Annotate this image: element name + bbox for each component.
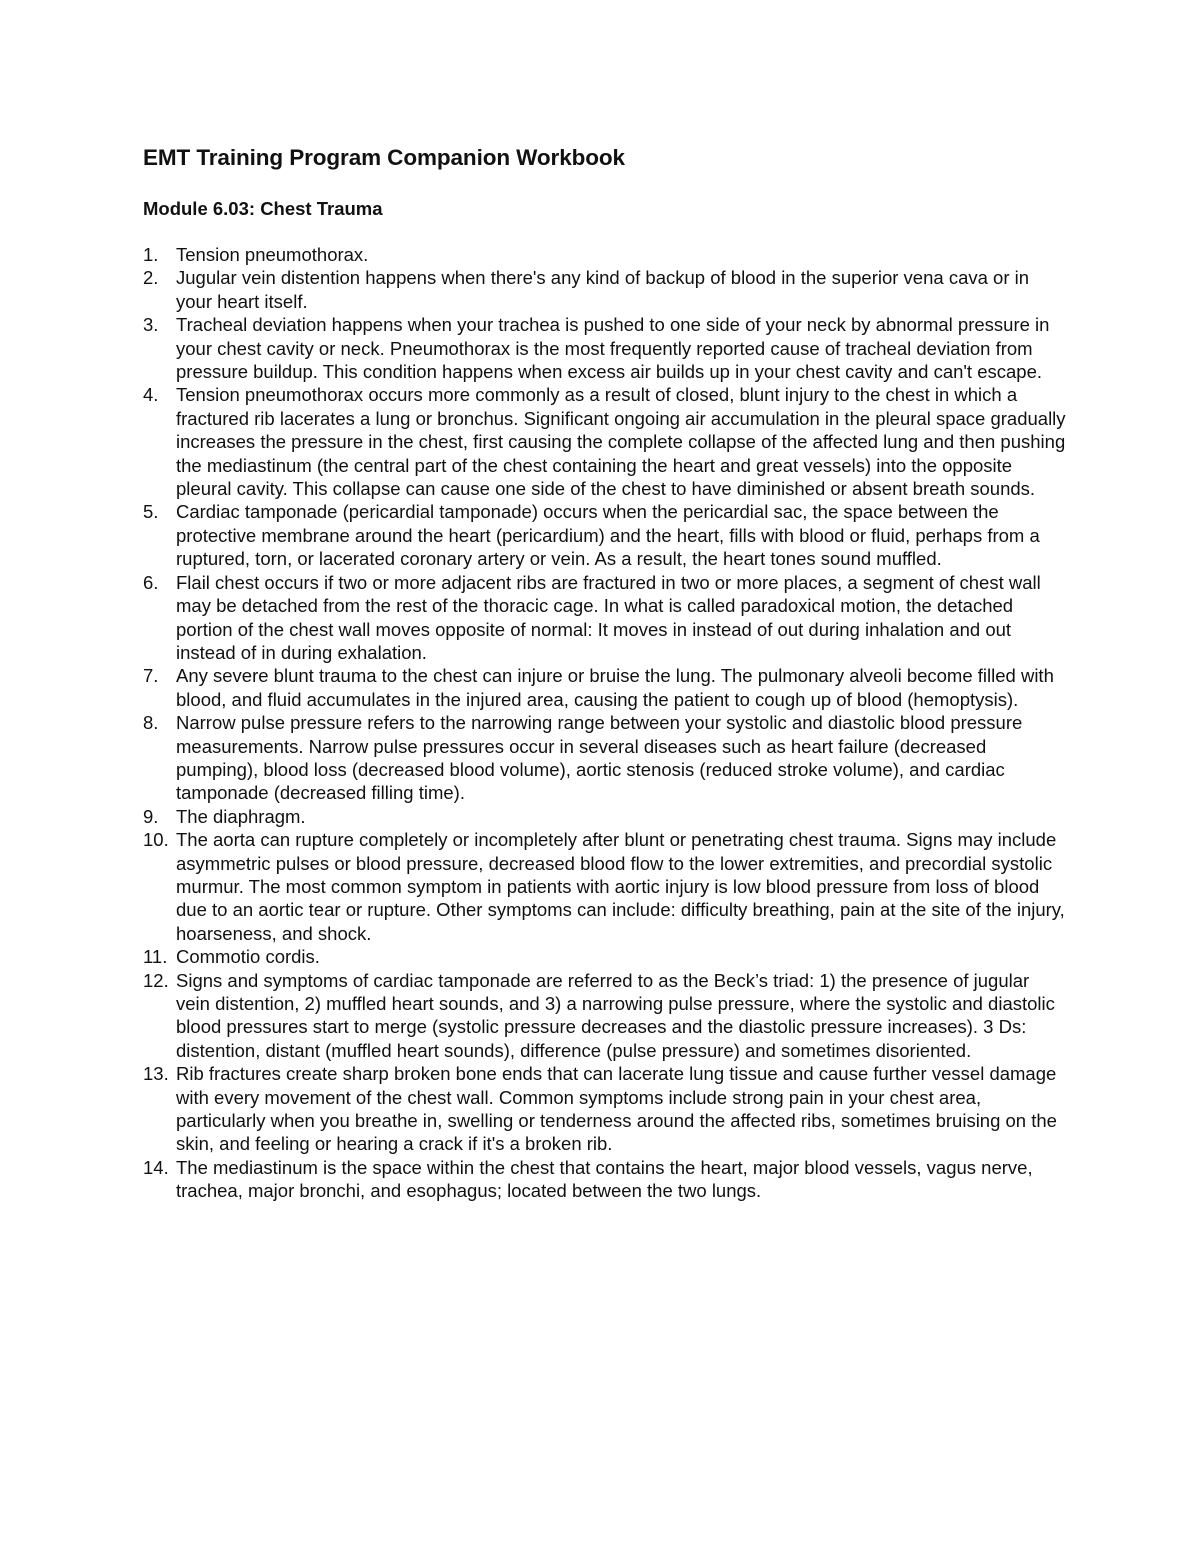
item-number: 5.	[143, 501, 159, 523]
item-number: 2.	[143, 267, 159, 289]
item-text: Cardiac tamponade (pericardial tamponade) occurs when the pericardial sac, the space between the protective membrane around the heart (pericardium) and the heart, fills with blood or fluid, perhaps from a ruptured, torn, or lacerated coronary artery or vein. As a result, the heart tones sound muffled.	[176, 501, 1040, 570]
item-text: Narrow pulse pressure refers to the narrowing range between your systolic and diastolic blood pressure measurements. Narrow pulse pressures occur in several diseases such as heart failure (decreased pumping), blood loss (decreased blood volume), aortic stenosis (reduced stroke volume), and cardiac tamponade (decreased filling time).	[176, 712, 1023, 804]
document-title: EMT Training Program Companion Workbook	[143, 145, 625, 170]
list-item	[143, 664, 1068, 711]
item-text: Jugular vein distention happens when there's any kind of backup of blood in the superior vena cava or in your heart itself.	[176, 267, 1030, 312]
item-text: Flail chest occurs if two or more adjacent ribs are fractured in two or more places, a segment of chest wall may be detached from the rest of the thoracic cage. In what is called paradoxical motion, the detached portion of the chest wall moves opposite of normal: It moves in instead of out during inhalation and out instead of in during exhalation.	[176, 571, 1041, 663]
list-item	[143, 500, 1068, 570]
item-text: The aorta can rupture completely or incompletely after blunt or penetrating chest trauma. Signs may include asymmetric pulses or blood pressure, decreased blood flow to the lower extremities, and precordial systolic murmur. The most common symptom in patients with aortic injury is low blood pressure from loss of blood due to an aortic tear or rupture. Other symptoms can include: difficulty breathing, pain at the site of the injury, hoarseness, and shock.	[176, 829, 1065, 944]
item-text: Tracheal deviation happens when your trachea is pushed to one side of your neck by abnormal pressure in your chest cavity or neck. Pneumothorax is the most frequently reported cause of tracheal deviation from pressure buildup. This condition happens when excess air builds up in your chest cavity and can't escape.	[176, 314, 1050, 383]
item-number: 7.	[143, 665, 159, 687]
list-item	[143, 266, 1068, 313]
item-number: 9.	[143, 805, 159, 827]
item-text: Signs and symptoms of cardiac tamponade are referred to as the Beck’s triad: 1) the presence of jugular vein distention, 2) muffled heart sounds, and 3) a narrowing pulse pressure, where the systolic and diastolic blood pressures start to merge (systolic pressure decreases and the diastolic pressure increases). 3 Ds: distention, distant (muffled heart sounds), difference (pulse pressure) and sometimes disoriented.	[176, 969, 1055, 1061]
list-item	[143, 945, 1068, 968]
list-item	[143, 571, 1068, 665]
answer-list	[143, 243, 1068, 1203]
list-item	[143, 1156, 1068, 1203]
item-text: Rib fractures create sharp broken bone ends that can lacerate lung tissue and cause further vessel damage with every movement of the chest wall. Common symptoms include strong pain in your chest area, particularly when you breathe in, swelling or tenderness around the affected ribs, sometimes bruising on the skin, and feeling or hearing a crack if it's a broken rib.	[176, 1063, 1057, 1155]
list-item	[143, 383, 1068, 500]
item-number: 4.	[143, 384, 159, 406]
item-text: The diaphragm.	[176, 805, 306, 827]
list-item	[143, 969, 1068, 1063]
list-item	[143, 1062, 1068, 1156]
item-text: Tension pneumothorax.	[176, 244, 369, 265]
item-text: The mediastinum is the space within the chest that contains the heart, major blood vessels, vagus nerve, trachea, major bronchi, and esophagus; located between the two lungs.	[176, 1156, 1033, 1202]
list-item	[143, 313, 1068, 383]
item-text: Tension pneumothorax occurs more commonly as a result of closed, blunt injury to the chest in which a fractured rib lacerates a lung or bronchus. Significant ongoing air accumulation in the pleural space gradually increases the pressure in the chest, first causing the complete collapse of the affected lung and then pushing the mediastinum (the central part of the chest containing the heart and great vessels) into the opposite pleural cavity. This collapse can cause one side of the chest to have diminished or absent breath sounds.	[176, 384, 1066, 500]
list-item	[143, 805, 1068, 828]
item-number: 1.	[143, 244, 159, 265]
list-item	[143, 828, 1068, 945]
item-number: 12.	[143, 969, 169, 991]
item-number: 8.	[143, 712, 159, 734]
module-title: Module 6.03: Chest Trauma	[143, 198, 383, 219]
item-text: Commotio cordis.	[176, 946, 320, 968]
item-number: 11.	[143, 946, 168, 968]
list-item	[143, 711, 1068, 805]
list-item	[143, 243, 1068, 266]
item-number: 13.	[143, 1063, 169, 1085]
item-number: 14.	[143, 1156, 169, 1178]
item-number: 3.	[143, 314, 159, 336]
item-text: Any severe blunt trauma to the chest can injure or bruise the lung. The pulmonary alveoli become filled with blood, and fluid accumulates in the injured area, causing the patient to cough up of blood (hemoptysis).	[176, 665, 1054, 710]
document-page	[143, 141, 1068, 1203]
item-number: 10.	[143, 829, 169, 851]
item-number: 6.	[143, 571, 159, 593]
